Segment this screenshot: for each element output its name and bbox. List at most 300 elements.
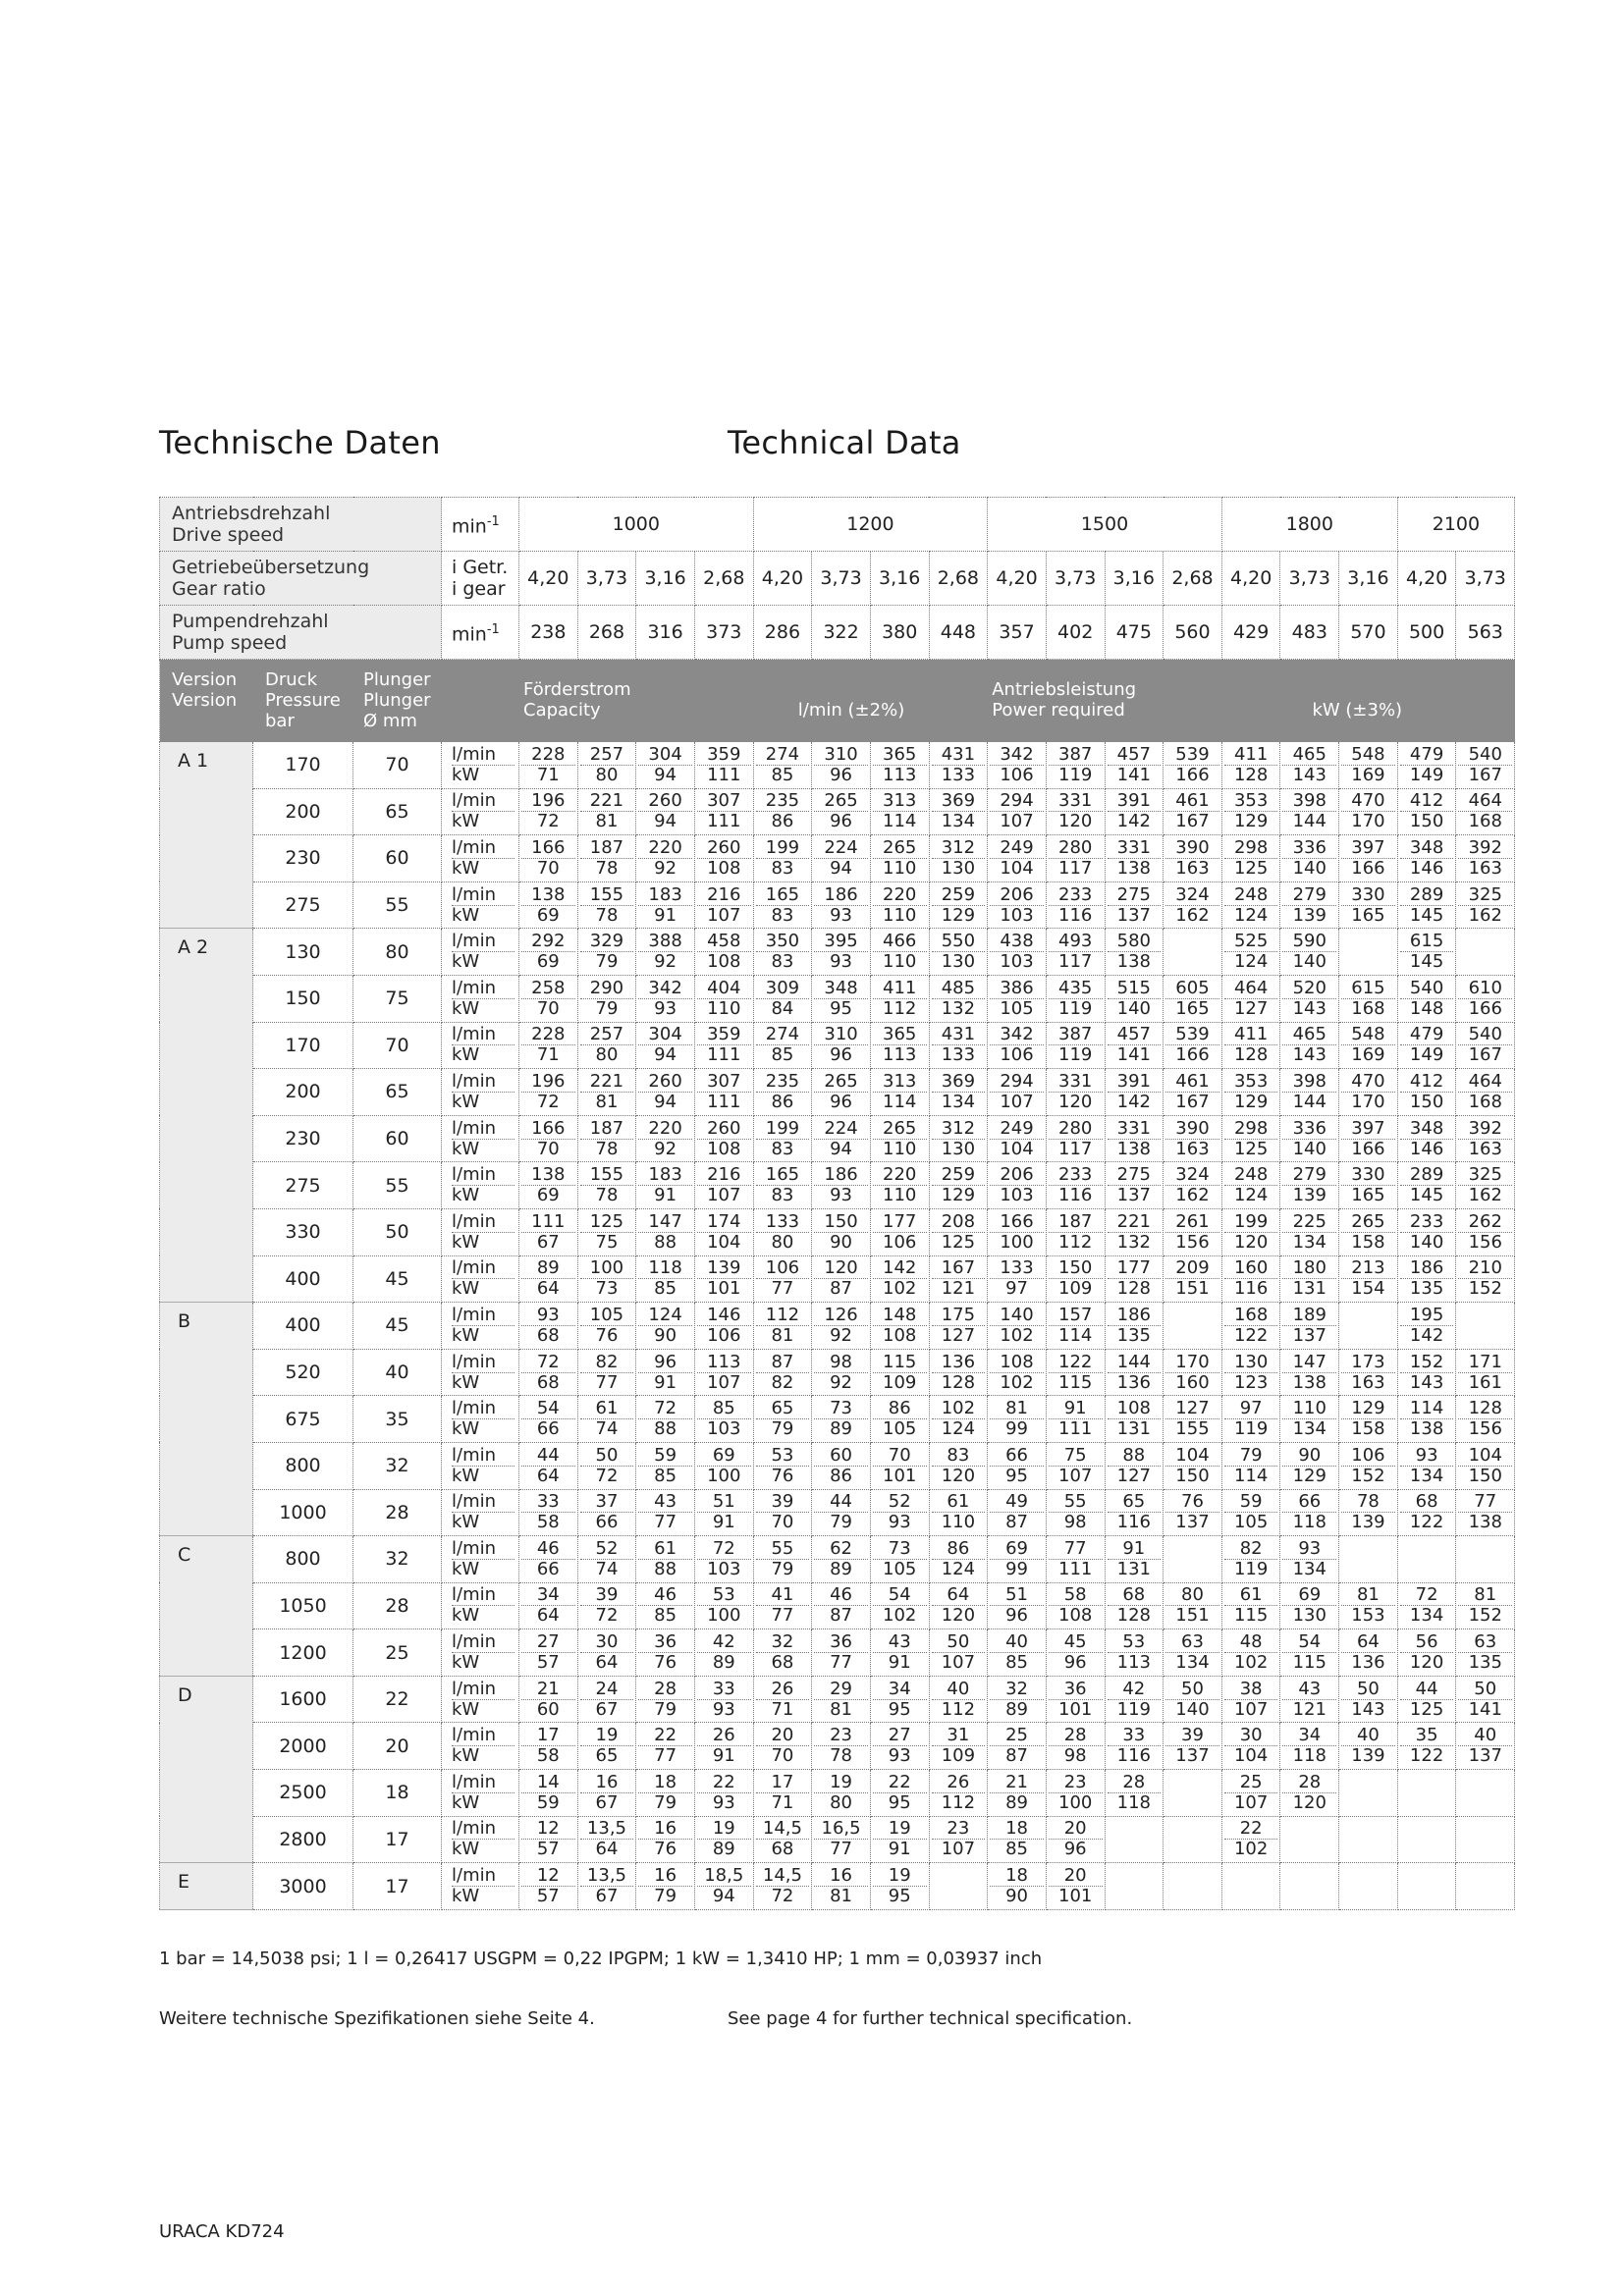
pressure-cell: 400 — [253, 1303, 353, 1350]
data-cell — [1105, 881, 1164, 929]
power-value: 139 — [1292, 904, 1326, 926]
power-value: 142 — [1409, 1324, 1444, 1346]
table-row — [160, 1022, 1515, 1069]
capacity-value: 138 — [521, 885, 575, 906]
power-value: 163 — [1175, 857, 1210, 879]
data-cell — [694, 788, 753, 835]
data-cell — [988, 1349, 1047, 1396]
capacity-value: 53 — [756, 1446, 810, 1467]
data-cell — [1280, 1022, 1339, 1069]
power-value: 156 — [1175, 1231, 1210, 1253]
capacity-value — [1458, 933, 1512, 952]
data-cell — [870, 1303, 929, 1350]
data-cell — [870, 1442, 929, 1489]
power-value: 64 — [595, 1652, 619, 1674]
data-cell — [753, 975, 812, 1022]
plunger-cell: 32 — [353, 1442, 442, 1489]
data-cell — [1164, 975, 1222, 1022]
power-value: 72 — [536, 1091, 560, 1112]
data-cell — [636, 1442, 695, 1489]
power-value: 132 — [1116, 1231, 1151, 1253]
power-value: 78 — [595, 857, 619, 879]
power-value: 85 — [1005, 1652, 1028, 1674]
capacity-value: 18 — [638, 1773, 692, 1793]
capacity-value: 26 — [697, 1726, 751, 1746]
data-cell — [1339, 1629, 1398, 1677]
capacity-value: 395 — [814, 932, 868, 952]
capacity-value: 14,5 — [756, 1866, 810, 1887]
capacity-value: 479 — [1400, 745, 1454, 766]
data-cell — [1280, 929, 1339, 976]
data-cell — [1397, 975, 1456, 1022]
capacity-value: 60 — [814, 1446, 868, 1467]
gear-ratio-value: 3,16 — [1105, 552, 1164, 606]
capacity-value: 167 — [932, 1258, 986, 1279]
data-cell — [812, 1349, 871, 1396]
power-value: 118 — [1292, 1512, 1326, 1533]
power-value: 57 — [536, 1652, 560, 1674]
unit-cell — [442, 1022, 519, 1069]
data-cell — [1339, 1582, 1398, 1629]
data-cell — [929, 788, 988, 835]
capacity-value — [1282, 1820, 1336, 1840]
power-value: 79 — [830, 1512, 853, 1533]
data-cell — [870, 1582, 929, 1629]
pump-speed-row — [160, 606, 1515, 660]
unit-cell — [442, 929, 519, 976]
data-cell — [694, 1536, 753, 1583]
capacity-value — [1458, 1539, 1512, 1559]
data-cell — [1046, 835, 1105, 882]
capacity-value: 20 — [1049, 1866, 1103, 1887]
pump-speed-value: 483 — [1280, 606, 1339, 660]
pressure-cell: 170 — [253, 742, 353, 789]
capacity-value: 53 — [1108, 1632, 1162, 1653]
data-cell — [1105, 1582, 1164, 1629]
power-value — [1341, 1792, 1395, 1812]
capacity-value: 228 — [521, 745, 575, 766]
data-cell — [1456, 1489, 1515, 1536]
data-cell — [870, 1115, 929, 1162]
power-value: 66 — [595, 1512, 619, 1533]
capacity-value: 260 — [697, 838, 751, 859]
power-value: 129 — [1233, 811, 1269, 832]
power-value: 145 — [1409, 1185, 1444, 1206]
capacity-value: 485 — [932, 979, 986, 999]
data-cell — [636, 1349, 695, 1396]
capacity-value: 77 — [1049, 1539, 1103, 1560]
power-value — [1165, 1792, 1219, 1812]
data-cell — [929, 1208, 988, 1255]
data-cell — [694, 1489, 753, 1536]
capacity-value: 61 — [638, 1539, 692, 1560]
capacity-value: 81 — [1341, 1585, 1395, 1606]
capacity-value: 42 — [697, 1632, 751, 1653]
capacity-value: 195 — [1400, 1306, 1454, 1326]
data-cell — [1397, 1629, 1456, 1677]
power-value: 118 — [1292, 1745, 1326, 1767]
power-value: 81 — [830, 1886, 853, 1907]
data-cell — [1397, 1115, 1456, 1162]
power-value: 138 — [1409, 1418, 1444, 1440]
pump-speed-unit: $\min^{-1}$ — [442, 606, 519, 660]
power-value: 80 — [771, 1231, 794, 1253]
capacity-value: 136 — [932, 1353, 986, 1373]
data-cell — [1105, 1676, 1164, 1723]
capacity-value: 257 — [580, 1025, 634, 1045]
capacity-value: 550 — [932, 932, 986, 952]
capacity-value: 139 — [697, 1258, 751, 1279]
power-value: 165 — [1351, 904, 1385, 926]
power-value: 87 — [830, 1605, 853, 1627]
capacity-value — [1458, 1867, 1512, 1887]
power-value: 142 — [1116, 1091, 1151, 1112]
capacity-value: 18 — [990, 1866, 1044, 1887]
capacity-value: 55 — [756, 1539, 810, 1560]
data-cell — [1397, 1069, 1456, 1116]
data-cell — [1339, 835, 1398, 882]
power-value: 125 — [1409, 1698, 1444, 1720]
capacity-value: 435 — [1049, 979, 1103, 999]
data-cell — [1046, 881, 1105, 929]
capacity-value: 615 — [1341, 979, 1395, 999]
flow-unit-label: l/min — [452, 1632, 514, 1653]
capacity-value: 49 — [990, 1492, 1044, 1513]
data-cell — [988, 1863, 1047, 1910]
data-cell — [519, 1582, 578, 1629]
capacity-value: 80 — [1165, 1585, 1219, 1606]
data-cell — [1164, 1162, 1222, 1209]
flow-unit-label: l/min — [452, 745, 514, 766]
power-value: 140 — [1175, 1698, 1210, 1720]
power-value: 105 — [1233, 1512, 1269, 1533]
plunger-cell: 70 — [353, 1022, 442, 1069]
data-cell — [519, 1676, 578, 1723]
capacity-value: 44 — [521, 1446, 575, 1467]
capacity-value: 62 — [814, 1539, 868, 1560]
capacity-value: 88 — [1108, 1446, 1162, 1467]
capacity-value: 75 — [1049, 1446, 1103, 1467]
power-value: 93 — [888, 1745, 911, 1767]
capacity-value: 166 — [990, 1212, 1044, 1233]
capacity-value — [1165, 1867, 1219, 1887]
capacity-value: 465 — [1282, 1025, 1336, 1045]
data-cell — [1397, 929, 1456, 976]
plunger-cell: 75 — [353, 975, 442, 1022]
power-value: 77 — [771, 1605, 794, 1627]
data-cell — [988, 1303, 1047, 1350]
capacity-value: 324 — [1165, 885, 1219, 906]
capacity-value: 249 — [990, 1119, 1044, 1140]
power-value: 138 — [1116, 857, 1151, 879]
capacity-value — [1165, 1773, 1219, 1792]
power-value: 163 — [1468, 857, 1502, 879]
power-value — [1165, 1887, 1219, 1906]
power-value: 116 — [1058, 1185, 1093, 1206]
data-cell — [988, 1442, 1047, 1489]
power-value: 96 — [1063, 1839, 1087, 1860]
power-value: 110 — [941, 1512, 976, 1533]
data-cell — [812, 1115, 871, 1162]
power-value: 119 — [1116, 1698, 1151, 1720]
data-cell — [1456, 835, 1515, 882]
power-value: 137 — [1468, 1745, 1502, 1767]
capacity-value: 52 — [873, 1492, 927, 1513]
power-value: 76 — [654, 1839, 677, 1860]
data-cell — [1046, 1863, 1105, 1910]
flow-unit-label: l/min — [452, 885, 514, 906]
capacity-value: 199 — [1224, 1212, 1278, 1233]
pump-speed-value: 402 — [1046, 606, 1105, 660]
data-cell — [636, 742, 695, 789]
data-cell — [1046, 1582, 1105, 1629]
capacity-value: 105 — [580, 1306, 634, 1326]
table-row — [160, 1396, 1515, 1443]
power-value: 94 — [654, 764, 677, 785]
capacity-value: 112 — [756, 1306, 810, 1326]
capacity-value: 539 — [1165, 745, 1219, 766]
power-value: 101 — [707, 1278, 741, 1300]
data-cell — [870, 742, 929, 789]
data-cell — [1339, 1069, 1398, 1116]
power-value: 83 — [771, 857, 794, 879]
data-cell — [577, 1349, 636, 1396]
power-value: 80 — [595, 764, 619, 785]
data-cell — [812, 1303, 871, 1350]
power-value: 134 — [1292, 1558, 1326, 1579]
flow-unit-label: l/min — [452, 1119, 514, 1140]
data-cell — [1105, 1489, 1164, 1536]
data-cell — [1456, 1816, 1515, 1863]
power-value: 124 — [941, 1418, 976, 1440]
power-value: 123 — [1233, 1371, 1269, 1393]
data-cell — [636, 1255, 695, 1303]
power-value: 94 — [830, 857, 853, 879]
flow-unit-label: l/min — [452, 1165, 514, 1186]
capacity-value: 82 — [1224, 1539, 1278, 1560]
power-value: 136 — [1351, 1652, 1385, 1674]
unit-cell — [442, 1863, 519, 1910]
power-value: 133 — [941, 1044, 976, 1066]
power-value: 70 — [771, 1745, 794, 1767]
title-de: Technische Daten — [159, 424, 441, 461]
data-cell — [1456, 1770, 1515, 1817]
data-cell — [519, 742, 578, 789]
data-cell — [577, 1536, 636, 1583]
power-value: 153 — [1351, 1605, 1385, 1627]
capacity-value: 249 — [990, 838, 1044, 859]
capacity-value: 294 — [990, 1072, 1044, 1093]
capacity-value: 19 — [873, 1866, 927, 1887]
power-value: 98 — [1063, 1745, 1087, 1767]
data-cell — [1221, 975, 1280, 1022]
data-cell — [870, 929, 929, 976]
data-cell — [1339, 929, 1398, 976]
capacity-value: 20 — [756, 1726, 810, 1746]
capacity-value: 54 — [521, 1399, 575, 1419]
data-cell — [753, 1582, 812, 1629]
capacity-value: 138 — [521, 1165, 575, 1186]
data-cell — [988, 1162, 1047, 1209]
data-cell — [1221, 1582, 1280, 1629]
power-value: 86 — [771, 811, 794, 832]
data-cell — [1046, 1442, 1105, 1489]
capacity-value: 120 — [814, 1258, 868, 1279]
power-value: 122 — [1409, 1512, 1444, 1533]
power-value: 67 — [595, 1791, 619, 1813]
power-value: 96 — [830, 811, 853, 832]
power-value: 120 — [1292, 1791, 1326, 1813]
capacity-unit: l/min (±2%) — [797, 700, 905, 721]
power-value: 166 — [1351, 1138, 1385, 1159]
capacity-value: 78 — [1341, 1492, 1395, 1513]
data-cell — [519, 1349, 578, 1396]
data-cell — [1105, 1349, 1164, 1396]
capacity-value: 331 — [1108, 1119, 1162, 1140]
gear-ratio-row — [160, 552, 1515, 606]
data-cell — [577, 1676, 636, 1723]
capacity-value: 133 — [990, 1258, 1044, 1279]
power-value: 109 — [1058, 1278, 1093, 1300]
capacity-value: 29 — [814, 1680, 868, 1700]
capacity-value: 147 — [1282, 1353, 1336, 1373]
capacity-value: 129 — [1341, 1399, 1395, 1419]
power-value: 116 — [1233, 1278, 1269, 1300]
power-value: 92 — [830, 1324, 853, 1346]
capacity-value: 260 — [697, 1119, 751, 1140]
data-cell — [636, 1022, 695, 1069]
capacity-value: 87 — [756, 1353, 810, 1373]
power-value: 152 — [1468, 1278, 1502, 1300]
data-cell — [694, 1115, 753, 1162]
capacity-value: 177 — [1108, 1258, 1162, 1279]
capacity-value: 298 — [1224, 838, 1278, 859]
power-value: 58 — [536, 1512, 560, 1533]
data-cell — [1397, 1582, 1456, 1629]
data-cell — [1164, 1536, 1222, 1583]
power-header: Antriebsleistung Power required kW (±3%) — [988, 660, 1515, 742]
data-cell — [1105, 835, 1164, 882]
data-cell — [519, 788, 578, 835]
power-value: 121 — [1292, 1698, 1326, 1720]
data-cell — [694, 1582, 753, 1629]
power-value: 69 — [536, 1185, 560, 1206]
capacity-value: 187 — [580, 838, 634, 859]
gear-ratio-value: 2,68 — [694, 552, 753, 606]
data-cell — [694, 881, 753, 929]
power-value: 107 — [707, 1185, 741, 1206]
power-value: 149 — [1409, 1044, 1444, 1066]
capacity-value: 46 — [521, 1539, 575, 1560]
power-value: 137 — [1175, 1512, 1210, 1533]
data-cell — [694, 1863, 753, 1910]
capacity-value: 165 — [756, 885, 810, 906]
data-cell — [1397, 742, 1456, 789]
power-value: 92 — [654, 951, 677, 973]
data-cell — [1046, 1022, 1105, 1069]
capacity-value — [1341, 1867, 1395, 1887]
data-cell — [1397, 881, 1456, 929]
power-value: 106 — [707, 1324, 741, 1346]
data-cell — [1280, 1349, 1339, 1396]
power-value: 87 — [1005, 1512, 1028, 1533]
data-cell — [636, 1115, 695, 1162]
data-cell — [753, 1816, 812, 1863]
gear-ratio-value: 4,20 — [753, 552, 812, 606]
capacity-value: 72 — [1400, 1585, 1454, 1606]
power-value: 87 — [830, 1278, 853, 1300]
data-cell — [1221, 1863, 1280, 1910]
power-unit-label: kW — [452, 764, 480, 785]
capacity-value: 54 — [873, 1585, 927, 1606]
data-cell — [753, 1770, 812, 1817]
power-value: 59 — [536, 1791, 560, 1813]
data-cell — [519, 1723, 578, 1770]
capacity-value: 17 — [756, 1773, 810, 1793]
power-value: 169 — [1351, 764, 1385, 785]
data-cell — [1339, 1442, 1398, 1489]
data-cell — [1105, 742, 1164, 789]
capacity-value: 186 — [814, 1165, 868, 1186]
power-value: 128 — [1233, 1044, 1269, 1066]
data-cell — [870, 1536, 929, 1583]
capacity-value: 63 — [1458, 1632, 1512, 1653]
power-value: 64 — [536, 1278, 560, 1300]
data-cell — [636, 835, 695, 882]
power-value: 94 — [712, 1886, 735, 1907]
data-cell — [1280, 1676, 1339, 1723]
power-value: 143 — [1292, 997, 1326, 1019]
plunger-cell: 25 — [353, 1629, 442, 1677]
capacity-value: 108 — [1108, 1399, 1162, 1419]
capacity-value: 30 — [580, 1632, 634, 1653]
capacity-value: 52 — [580, 1539, 634, 1560]
data-cell — [812, 1770, 871, 1817]
power-value: 129 — [941, 904, 976, 926]
data-cell — [988, 1770, 1047, 1817]
data-cell — [870, 1723, 929, 1770]
data-cell — [1280, 1396, 1339, 1443]
power-value: 65 — [595, 1745, 619, 1767]
power-value: 125 — [1233, 857, 1269, 879]
data-cell — [1280, 1162, 1339, 1209]
data-cell — [1046, 1816, 1105, 1863]
pressure-cell: 520 — [253, 1349, 353, 1396]
capacity-value: 540 — [1458, 745, 1512, 766]
data-cell — [870, 788, 929, 835]
data-cell — [1456, 929, 1515, 976]
capacity-value: 83 — [932, 1446, 986, 1467]
capacity-value: 26 — [932, 1773, 986, 1793]
capacity-value: 70 — [873, 1446, 927, 1467]
capacity-value: 336 — [1282, 838, 1336, 859]
gear-ratio-value: 2,68 — [1164, 552, 1222, 606]
power-unit-label: kW — [452, 1371, 480, 1393]
capacity-value: 16 — [638, 1866, 692, 1887]
data-cell — [694, 835, 753, 882]
data-cell — [694, 1723, 753, 1770]
capacity-value: 331 — [1108, 838, 1162, 859]
data-cell — [1339, 788, 1398, 835]
capacity-value: 342 — [638, 979, 692, 999]
capacity-value: 90 — [1282, 1446, 1336, 1467]
pump-speed-value: 500 — [1397, 606, 1456, 660]
power-value: 76 — [771, 1465, 794, 1486]
capacity-value — [1165, 933, 1219, 952]
capacity-value: 147 — [638, 1212, 692, 1233]
power-value: 99 — [1005, 1558, 1028, 1579]
power-value: 143 — [1292, 1044, 1326, 1066]
